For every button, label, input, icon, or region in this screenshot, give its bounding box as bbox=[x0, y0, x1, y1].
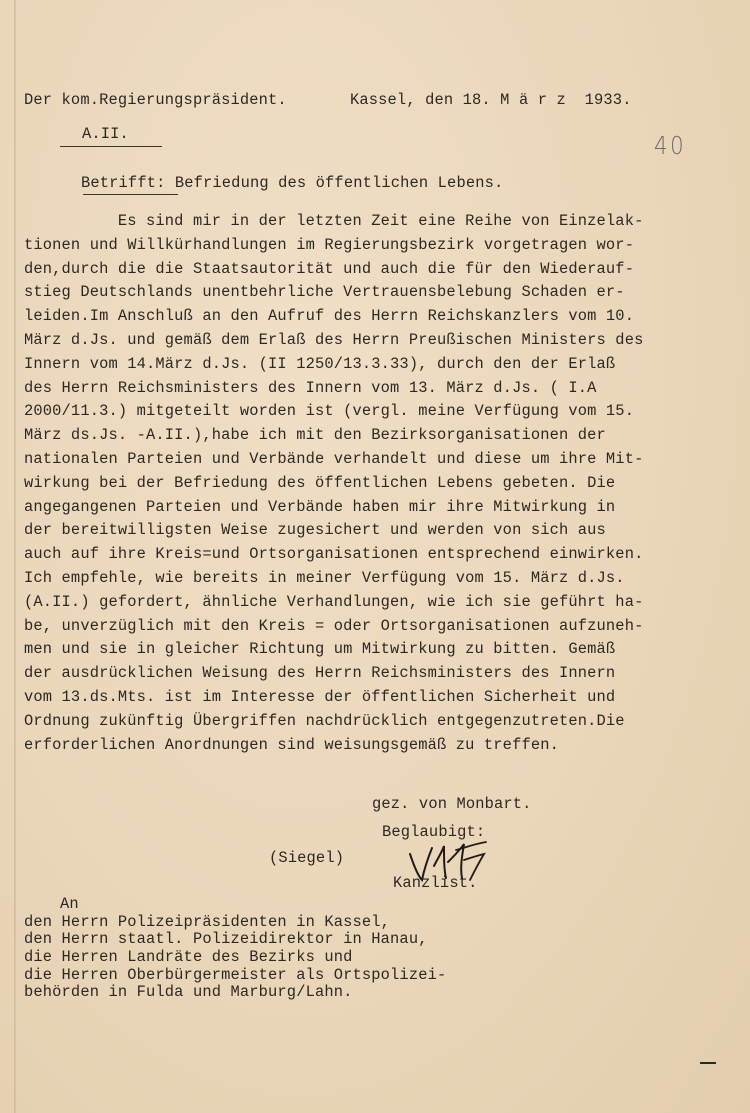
body-line: März d.Js. und gemäß dem Erlaß des Herrn Preußischen Ministers des bbox=[24, 330, 644, 349]
clerk-title: Kanzlist. bbox=[393, 874, 478, 892]
body-line: wirkung bei der Befriedung des öffentlichen Lebens gebeten. Die bbox=[24, 473, 616, 492]
addressee-line: die Herren Oberbürgermeister als Ortspolizei- bbox=[24, 965, 447, 984]
body-line: nationalen Parteien und Verbände verhandelt und diese um ihre Mit- bbox=[24, 449, 644, 468]
subject-label: Betrifft: bbox=[81, 174, 166, 192]
page-binding-edge bbox=[14, 0, 16, 1113]
body-line: des Herrn Reichsministers des Innern vom 13. März d.Js. ( I.A bbox=[24, 378, 597, 397]
addressee-line: den Herrn Polizeipräsidenten in Kassel, bbox=[24, 912, 391, 931]
body-line: Es sind mir in der letzten Zeit eine Reihe von Einzelak- bbox=[24, 212, 644, 230]
body-line: men und sie in gleicher Richtung um Mitwirkung zu bitten. Gemäß bbox=[24, 640, 616, 659]
place-and-date: Kassel, den 18. M ä r z 1933. bbox=[350, 91, 632, 109]
subject-underline bbox=[83, 194, 178, 195]
body-line: Innern vom 14.März d.Js. (II 1250/13.3.33), durch den der Erlaß bbox=[24, 354, 616, 373]
reference-underline bbox=[60, 146, 162, 147]
subject-text: Befriedung des öffentlichen Lebens. bbox=[165, 174, 504, 192]
body-line: angegangenen Parteien und Verbände haben mir ihre Mitwirkung in bbox=[24, 497, 616, 516]
body-line: be, unverzüglich mit den Kreis = oder Ortsorganisationen aufzuneh- bbox=[24, 616, 644, 635]
subject-line bbox=[81, 176, 503, 191]
addressee-line: den Herrn staatl. Polizeidirektor in Hanau, bbox=[24, 930, 428, 949]
body-line: 2000/11.3.) mitgeteilt worden ist (vergl. meine Verfügung vom 15. bbox=[24, 402, 635, 421]
margin-dash bbox=[700, 1062, 716, 1064]
body-line: tionen und Willkürhandlungen im Regierungsbezirk vorgetragen wor- bbox=[24, 235, 635, 254]
body-line: der ausdrücklichen Weisung des Herrn Reichsministers des Innern bbox=[24, 664, 616, 683]
certified-label: Beglaubigt: bbox=[382, 823, 486, 841]
issuing-authority: Der kom.Regierungspräsident. bbox=[24, 91, 287, 109]
body-line: auch auf ihre Kreis=und Ortsorganisationen entsprechend einwirken. bbox=[24, 545, 644, 564]
addressee-heading: An bbox=[60, 895, 79, 913]
page-number: 40 bbox=[654, 131, 687, 160]
letter-body bbox=[24, 210, 724, 757]
body-line: (A.II.) gefordert, ähnliche Verhandlungen, wie ich sie geführt ha- bbox=[24, 592, 644, 611]
body-line: Ich empfehle, wie bereits in meiner Verfügung vom 15. März d.Js. bbox=[24, 568, 625, 587]
signed-by: gez. von Monbart. bbox=[372, 795, 532, 813]
body-line: stieg Deutschlands unentbehrliche Vertrauensbelebung Schaden er- bbox=[24, 283, 625, 302]
body-line: erforderlichen Anordnungen sind weisungsgemäß zu treffen. bbox=[24, 735, 559, 754]
seal-note: (Siegel) bbox=[269, 849, 345, 867]
body-line: leiden.Im Anschluß an den Aufruf des Herrn Reichskanzlers vom 10. bbox=[24, 307, 635, 326]
body-line: März ds.Js. -A.II.),habe ich mit den Bezirksorganisationen der bbox=[24, 426, 606, 445]
body-line: Ordnung zukünftig Übergriffen nachdrücklich entgegenzutreten.Die bbox=[24, 711, 625, 730]
body-line: vom 13.ds.Mts. ist im Interesse der öffentlichen Sicherheit und bbox=[24, 687, 616, 706]
addressee-line: behörden in Fulda und Marburg/Lahn. bbox=[24, 983, 353, 1002]
addressee-list bbox=[24, 896, 446, 1002]
reference-code: A.II. bbox=[82, 125, 129, 143]
body-line: den,durch die die Staatsautorität und auch die für den Wiederauf- bbox=[24, 259, 635, 278]
addressee-line: die Herren Landräte des Bezirks und bbox=[24, 948, 353, 967]
body-line: der bereitwilligsten Weise zugesichert und werden von sich aus bbox=[24, 521, 606, 540]
